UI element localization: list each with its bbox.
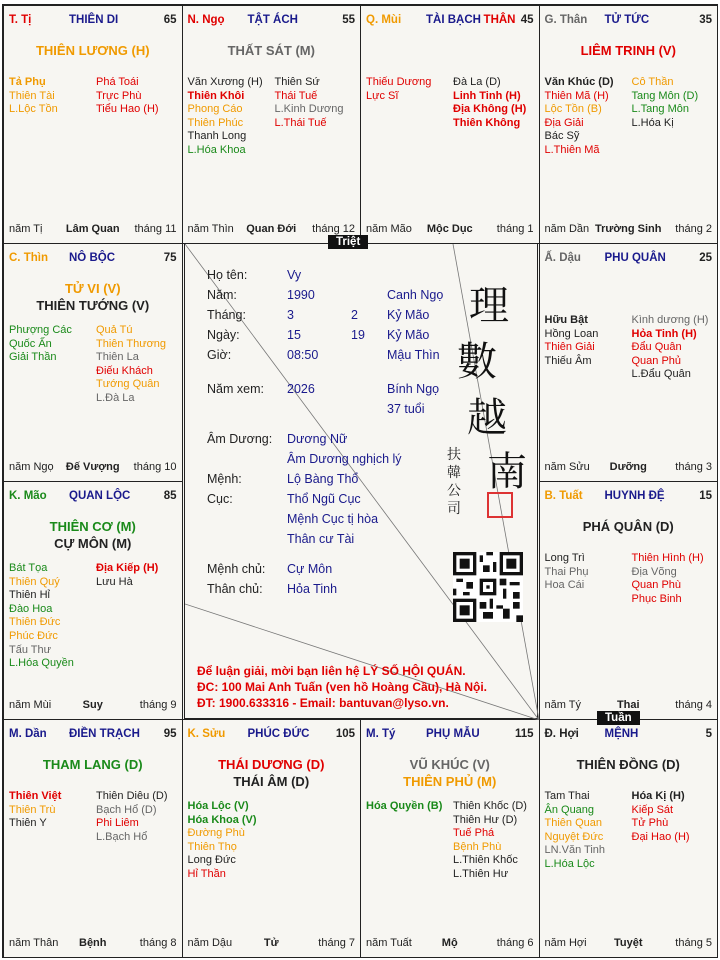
palace-position: B. Tuất — [544, 490, 583, 502]
foot-month: tháng 8 — [139, 937, 177, 949]
palace-name: PHU QUÂN — [604, 252, 666, 264]
aux-star: LN.Văn Tinh — [544, 844, 606, 857]
palace-number: 95 — [163, 728, 177, 740]
info-value: 1990 — [287, 288, 315, 302]
aux-star: Hữu Bật — [544, 314, 588, 326]
palace-name: THIÊN DI — [69, 14, 119, 26]
foot-year: năm Thân — [9, 937, 59, 949]
logo-char-2: 數 — [457, 339, 497, 385]
foot-stage: Suy — [82, 699, 103, 711]
aux-star: Tuế Phá — [453, 827, 495, 840]
palace-name: MỆNH — [604, 728, 639, 740]
lyso-logo — [447, 274, 527, 517]
aux-star: Văn Khúc (D) — [544, 76, 614, 88]
aux-star: Phong Cáo — [187, 103, 243, 116]
palace-ngo — [182, 5, 362, 244]
foot-month: tháng 7 — [318, 937, 355, 949]
aux-star: Tấu Thư — [9, 643, 52, 656]
palace-thin — [3, 243, 183, 482]
aux-star: L.Bạch Hổ — [96, 830, 148, 843]
aux-star: Quốc Ấn — [9, 337, 52, 350]
aux-star: L.Hóa Kị — [631, 116, 674, 129]
amduong-label: Âm Dương: — [207, 432, 273, 446]
info-value: 08:50 — [287, 348, 319, 362]
amduong-1: Dương Nữ — [287, 432, 348, 446]
foot-stage: Quan Đới — [246, 223, 297, 235]
main-star: PHÁ QUÂN (D) — [582, 519, 674, 534]
aux-star: Phục Binh — [631, 592, 682, 605]
aux-star: Cô Thần — [631, 76, 674, 88]
aux-star: Bác Sỹ — [544, 130, 580, 143]
aux-star: Thiên Hỉ — [9, 589, 50, 602]
palace-dan — [3, 719, 183, 958]
info-canchi: Mậu Thìn — [387, 348, 440, 362]
palace-position: G. Thân — [544, 14, 588, 26]
palace-name: QUAN LỘC — [69, 490, 131, 502]
aux-star: L.Đà La — [96, 391, 135, 404]
aux-star: Long Đức — [187, 854, 236, 867]
aux-star: Tả Phụ — [9, 76, 46, 88]
foot-month: tháng 4 — [675, 699, 712, 711]
red-seal-stamp — [487, 492, 513, 518]
aux-star: Thiếu Dương — [366, 76, 432, 88]
foot-year: năm Mão — [366, 223, 412, 235]
aux-star: Hỉ Thần — [187, 867, 226, 880]
seal-char-2: 韓 — [447, 465, 461, 481]
foot-year: năm Sửu — [544, 461, 590, 473]
palace-position: M. Dần — [9, 728, 47, 740]
foot-stage: Đế Vượng — [65, 461, 120, 473]
aux-star: Địa Giải — [544, 116, 584, 129]
aux-star: Giải Thần — [9, 351, 57, 364]
contact-phone-email: ĐT: 1900.633316 - Email: bantuvan@lyso.vn. — [197, 696, 449, 710]
foot-year: năm Hợi — [544, 937, 587, 949]
palace-hoi — [539, 719, 719, 958]
foot-stage: Thai — [616, 699, 640, 711]
menhchu-label: Mệnh chủ: — [207, 562, 266, 576]
info-canchi: Kỷ Mão — [387, 308, 430, 322]
aux-star: Đại Hao (H) — [631, 830, 690, 843]
aux-star: Đẩu Quân — [631, 341, 682, 354]
palace-name: TẬT ÁCH — [247, 14, 298, 26]
palace-number: 15 — [699, 490, 712, 502]
aux-star: L.Thiên Mã — [544, 143, 600, 156]
foot-year: năm Ngọ — [9, 461, 54, 473]
aux-star: Đà La (D) — [453, 76, 501, 88]
palace-name: HUYNH ĐỆ — [604, 490, 665, 502]
palace-position: K. Sửu — [187, 728, 226, 740]
foot-year: năm Tuất — [366, 937, 412, 949]
aux-star: Thiên Việt — [9, 790, 62, 802]
aux-star: Hỏa Tinh (H) — [631, 327, 697, 340]
aux-star: Thiên Trù — [9, 803, 56, 816]
info-canchi: Canh Ngọ — [387, 288, 444, 302]
aux-star: Ân Quang — [544, 803, 595, 816]
aux-star: Điếu Khách — [96, 364, 153, 377]
info-value: Vy — [287, 268, 302, 282]
seal-char-4: 司 — [447, 501, 461, 517]
foot-year: năm Tị — [9, 223, 43, 235]
aux-star: Phượng Các — [9, 324, 72, 336]
aux-star: Thiên Khôi — [187, 89, 245, 102]
palace-number: 5 — [705, 728, 712, 740]
foot-month: tháng 5 — [675, 937, 712, 949]
palace-position: Đ. Hợi — [544, 728, 579, 740]
logo-char-3: 越 — [467, 395, 507, 441]
palace-number: 25 — [699, 252, 712, 264]
aux-star: Nguyệt Đức — [544, 830, 604, 843]
foot-stage: Lâm Quan — [65, 223, 120, 235]
center-info-panel — [184, 243, 538, 719]
seal-char-3: 公 — [447, 483, 461, 499]
aux-star: Trực Phù — [96, 89, 142, 102]
foot-stage: Tử — [263, 937, 279, 949]
main-star: THÁI DƯƠNG (D) — [218, 757, 325, 772]
than-marker: THÂN — [483, 14, 516, 26]
foot-month: tháng 11 — [134, 223, 177, 235]
aux-star: Tử Phù — [631, 817, 669, 830]
cuc-2: Mệnh Cục tị hòa — [287, 512, 379, 526]
aux-star: Thiên Y — [9, 817, 47, 830]
aux-star: Hóa Lộc (V) — [187, 800, 249, 812]
contact-address: ĐC: 100 Mai Anh Tuấn (ven hồ Hoàng Cầu), Hà Nội. — [197, 680, 488, 694]
palace-than — [539, 5, 719, 244]
palace-mao — [3, 481, 183, 720]
aux-star: Thiên La — [96, 351, 139, 364]
info-label: Năm: — [207, 288, 237, 302]
foot-stage: Mộ — [441, 937, 458, 949]
main-star: THẤT SÁT (M) — [227, 43, 315, 58]
aux-star: Thiên Diêu (D) — [96, 790, 168, 802]
aux-star: Thiên Sứ — [274, 76, 320, 88]
amduong-2: Âm Dương nghịch lý — [287, 452, 402, 466]
aux-star: L.Hóa Quyền — [9, 657, 74, 670]
aux-star: L.Tang Môn — [631, 103, 689, 116]
chart-board — [2, 4, 718, 958]
aux-star: Đường Phù — [187, 827, 245, 840]
aux-star: Phúc Đức — [9, 629, 58, 642]
palace-name: PHÚC ĐỨC — [247, 728, 310, 740]
info-value: 15 — [287, 328, 301, 342]
aux-star: Địa Võng — [631, 565, 677, 578]
aux-star: Địa Kiếp (H) — [96, 562, 159, 574]
palace-position: C. Thìn — [9, 252, 48, 264]
info-label: Họ tên: — [207, 268, 248, 282]
aux-star: Thiếu Âm — [544, 354, 592, 367]
palace-name: NÔ BỘC — [69, 252, 115, 264]
info-label: Ngày: — [207, 328, 240, 342]
aux-star: Thiên Phúc — [187, 116, 244, 129]
palace-ty — [360, 719, 540, 958]
foot-year: năm Dần — [544, 223, 590, 235]
aux-star: Thiên Tài — [9, 89, 55, 102]
foot-month: tháng 1 — [496, 223, 534, 235]
info-canchi: Kỷ Mão — [387, 328, 430, 342]
palace-name: PHỤ MẪU — [426, 728, 480, 740]
aux-star: Thai Phụ — [544, 565, 589, 578]
foot-stage: Tuyệt — [613, 937, 643, 949]
aux-star: Hóa Kị (H) — [631, 790, 685, 802]
foot-stage: Bệnh — [79, 937, 107, 949]
menh-value: Lộ Bàng Thổ — [287, 472, 359, 486]
aux-star: Thiên Giải — [544, 341, 595, 354]
aux-star: Thiên Mã (H) — [544, 89, 609, 102]
thanchu-label: Thân chủ: — [207, 582, 263, 596]
palace-position: N. Ngọ — [187, 14, 225, 26]
main-star: TỬ VI (V) — [64, 281, 121, 296]
palace-number: 55 — [342, 14, 355, 26]
palace-number: 65 — [163, 14, 177, 26]
thanchu-value: Hỏa Tinh — [287, 582, 338, 596]
palace-number: 85 — [163, 490, 177, 502]
aux-star: Bạch Hổ (D) — [96, 803, 157, 816]
aux-star: Quả Tú — [96, 324, 133, 336]
aux-star: Thiên Khốc (D) — [453, 800, 527, 812]
main-star: VŨ KHÚC (V) — [409, 757, 490, 772]
namxem-canchi: Bính Ngọ — [387, 382, 440, 396]
aux-star: Lực Sĩ — [366, 89, 399, 102]
aux-star: Tiểu Hao (H) — [96, 103, 159, 116]
aux-star: Thiên Thọ — [187, 840, 237, 853]
aux-star: Phá Toái — [96, 76, 139, 88]
aux-star: Thiên Không — [453, 116, 521, 129]
palace-number: 115 — [514, 728, 534, 740]
aux-star: Hồng Loan — [544, 327, 599, 340]
info-label: Giờ: — [207, 348, 232, 362]
menh-label: Mệnh: — [207, 472, 242, 486]
aux-star: Đào Hoa — [9, 602, 53, 615]
aux-star: L.Hóa Lộc — [544, 857, 595, 870]
palace-position: M. Tý — [366, 728, 396, 740]
main-star: THIÊN ĐỒNG (D) — [576, 757, 680, 772]
aux-star: Thái Tuế — [274, 89, 318, 102]
palace-dau — [539, 243, 719, 482]
aux-star: Kình dương (H) — [631, 314, 709, 326]
aux-star: Bát Tọa — [9, 562, 48, 574]
tuan-tag: Tuần — [597, 711, 640, 725]
aux-star: L.Lộc Tồn — [9, 103, 58, 116]
palace-number: 35 — [699, 14, 712, 26]
palace-suu — [182, 719, 362, 958]
aux-star: Hoa Cái — [544, 579, 585, 592]
aux-star: L.Thiên Khốc — [453, 854, 518, 867]
foot-month: tháng 10 — [133, 461, 177, 473]
age: 37 tuổi — [387, 402, 425, 416]
foot-stage: Trường Sinh — [594, 223, 662, 235]
aux-star: L.Thiên Hư — [453, 867, 509, 880]
main-star: THAM LANG (D) — [42, 757, 143, 772]
palace-position: T. Tị — [9, 14, 32, 26]
cuc-label: Cục: — [207, 492, 233, 506]
main-star: THIÊN CƠ (M) — [49, 519, 136, 534]
aux-star: Thiên Hư (D) — [453, 813, 518, 826]
aux-star: Thanh Long — [187, 130, 247, 143]
aux-star: Thiên Quý — [9, 575, 60, 588]
palace-mui — [360, 5, 540, 244]
aux-star: Quan Phù — [631, 579, 682, 592]
cuc-1: Thổ Ngũ Cục — [287, 492, 361, 506]
palace-position: K. Mão — [9, 490, 47, 502]
aux-star: Lưu Hà — [96, 575, 133, 588]
logo-char-4: 南 — [487, 449, 527, 495]
palace-position: Ấ. Dậu — [544, 252, 581, 264]
seal-char-1: 扶 — [447, 447, 461, 463]
foot-month: tháng 2 — [675, 223, 712, 235]
aux-star: Long Trì — [544, 552, 585, 564]
palace-name: TÀI BẠCH — [426, 14, 481, 26]
palace-tuat — [539, 481, 719, 720]
menhchu-value: Cự Môn — [287, 562, 333, 576]
aux-star: Thiên Hình (H) — [631, 552, 704, 564]
aux-star: Hóa Khoa (V) — [187, 813, 257, 826]
palace-position: Q. Mùi — [366, 14, 402, 26]
aux-star: Thiên Đức — [9, 616, 61, 629]
foot-stage: Mộc Dục — [426, 223, 473, 235]
main-star: THIÊN TƯỚNG (V) — [36, 298, 150, 313]
aux-star: Địa Không (H) — [453, 103, 527, 116]
aux-star: L.Đẩu Quân — [631, 368, 691, 381]
aux-star: Linh Tinh (H) — [453, 89, 521, 102]
foot-year: năm Mùi — [9, 699, 52, 711]
aux-star: L.Thái Tuế — [274, 116, 327, 129]
namxem-row: Năm xem: — [207, 382, 264, 396]
aux-star: Hóa Quyền (B) — [366, 800, 443, 812]
foot-month: tháng 12 — [312, 223, 355, 235]
main-star: CỰ MÔN (M) — [54, 536, 132, 551]
contact-line-1: Để luận giải, mời bạn liên hệ LÝ SỐ HỘI QUÁN. — [197, 664, 466, 678]
aux-star: L.Kinh Dương — [274, 103, 344, 116]
foot-month: tháng 3 — [675, 461, 712, 473]
aux-star: Tướng Quân — [96, 378, 160, 391]
foot-year: năm Tý — [544, 699, 581, 711]
foot-month: tháng 9 — [139, 699, 177, 711]
triet-tag: Triệt — [328, 235, 368, 249]
foot-year: năm Dậu — [187, 937, 233, 949]
info-value-lunar: 19 — [351, 328, 365, 342]
aux-star: Thiên Quan — [544, 817, 602, 830]
qr-code — [453, 552, 523, 622]
namxem-year: 2026 — [287, 382, 315, 396]
main-star: LIÊM TRINH (V) — [580, 43, 676, 58]
main-star: THIÊN LƯƠNG (H) — [35, 43, 150, 58]
palace-number: 105 — [335, 728, 355, 740]
foot-month: tháng 6 — [496, 937, 534, 949]
foot-stage: Dưỡng — [609, 461, 647, 473]
info-value: 3 — [287, 308, 294, 322]
aux-star: Lộc Tồn (B) — [544, 103, 602, 116]
logo-char-1: 理 — [469, 283, 509, 329]
aux-star: Tam Thai — [544, 790, 590, 802]
palace-name: TỬ TỨC — [604, 14, 650, 26]
main-star: THÁI ÂM (D) — [233, 774, 310, 789]
aux-star: L.Hóa Khoa — [187, 143, 246, 156]
aux-star: Phi Liêm — [96, 817, 139, 830]
foot-year: năm Thìn — [187, 223, 234, 235]
aux-star: Bệnh Phù — [453, 840, 502, 853]
cuc-3: Thân cư Tài — [287, 532, 355, 546]
main-star: THIÊN PHỦ (M) — [403, 774, 497, 789]
aux-star: Quan Phủ — [631, 354, 682, 367]
aux-star: Tang Môn (D) — [631, 89, 699, 102]
aux-star: Thiên Thương — [96, 337, 167, 350]
palace-ti — [3, 5, 183, 244]
palace-name: ĐIỀN TRẠCH — [69, 728, 140, 740]
aux-star: Kiếp Sát — [631, 803, 674, 816]
palace-number: 75 — [163, 252, 177, 264]
aux-star: Văn Xương (H) — [187, 76, 263, 88]
info-label: Tháng: — [207, 308, 246, 322]
palace-number: 45 — [520, 14, 534, 26]
info-value-lunar: 2 — [351, 308, 358, 322]
